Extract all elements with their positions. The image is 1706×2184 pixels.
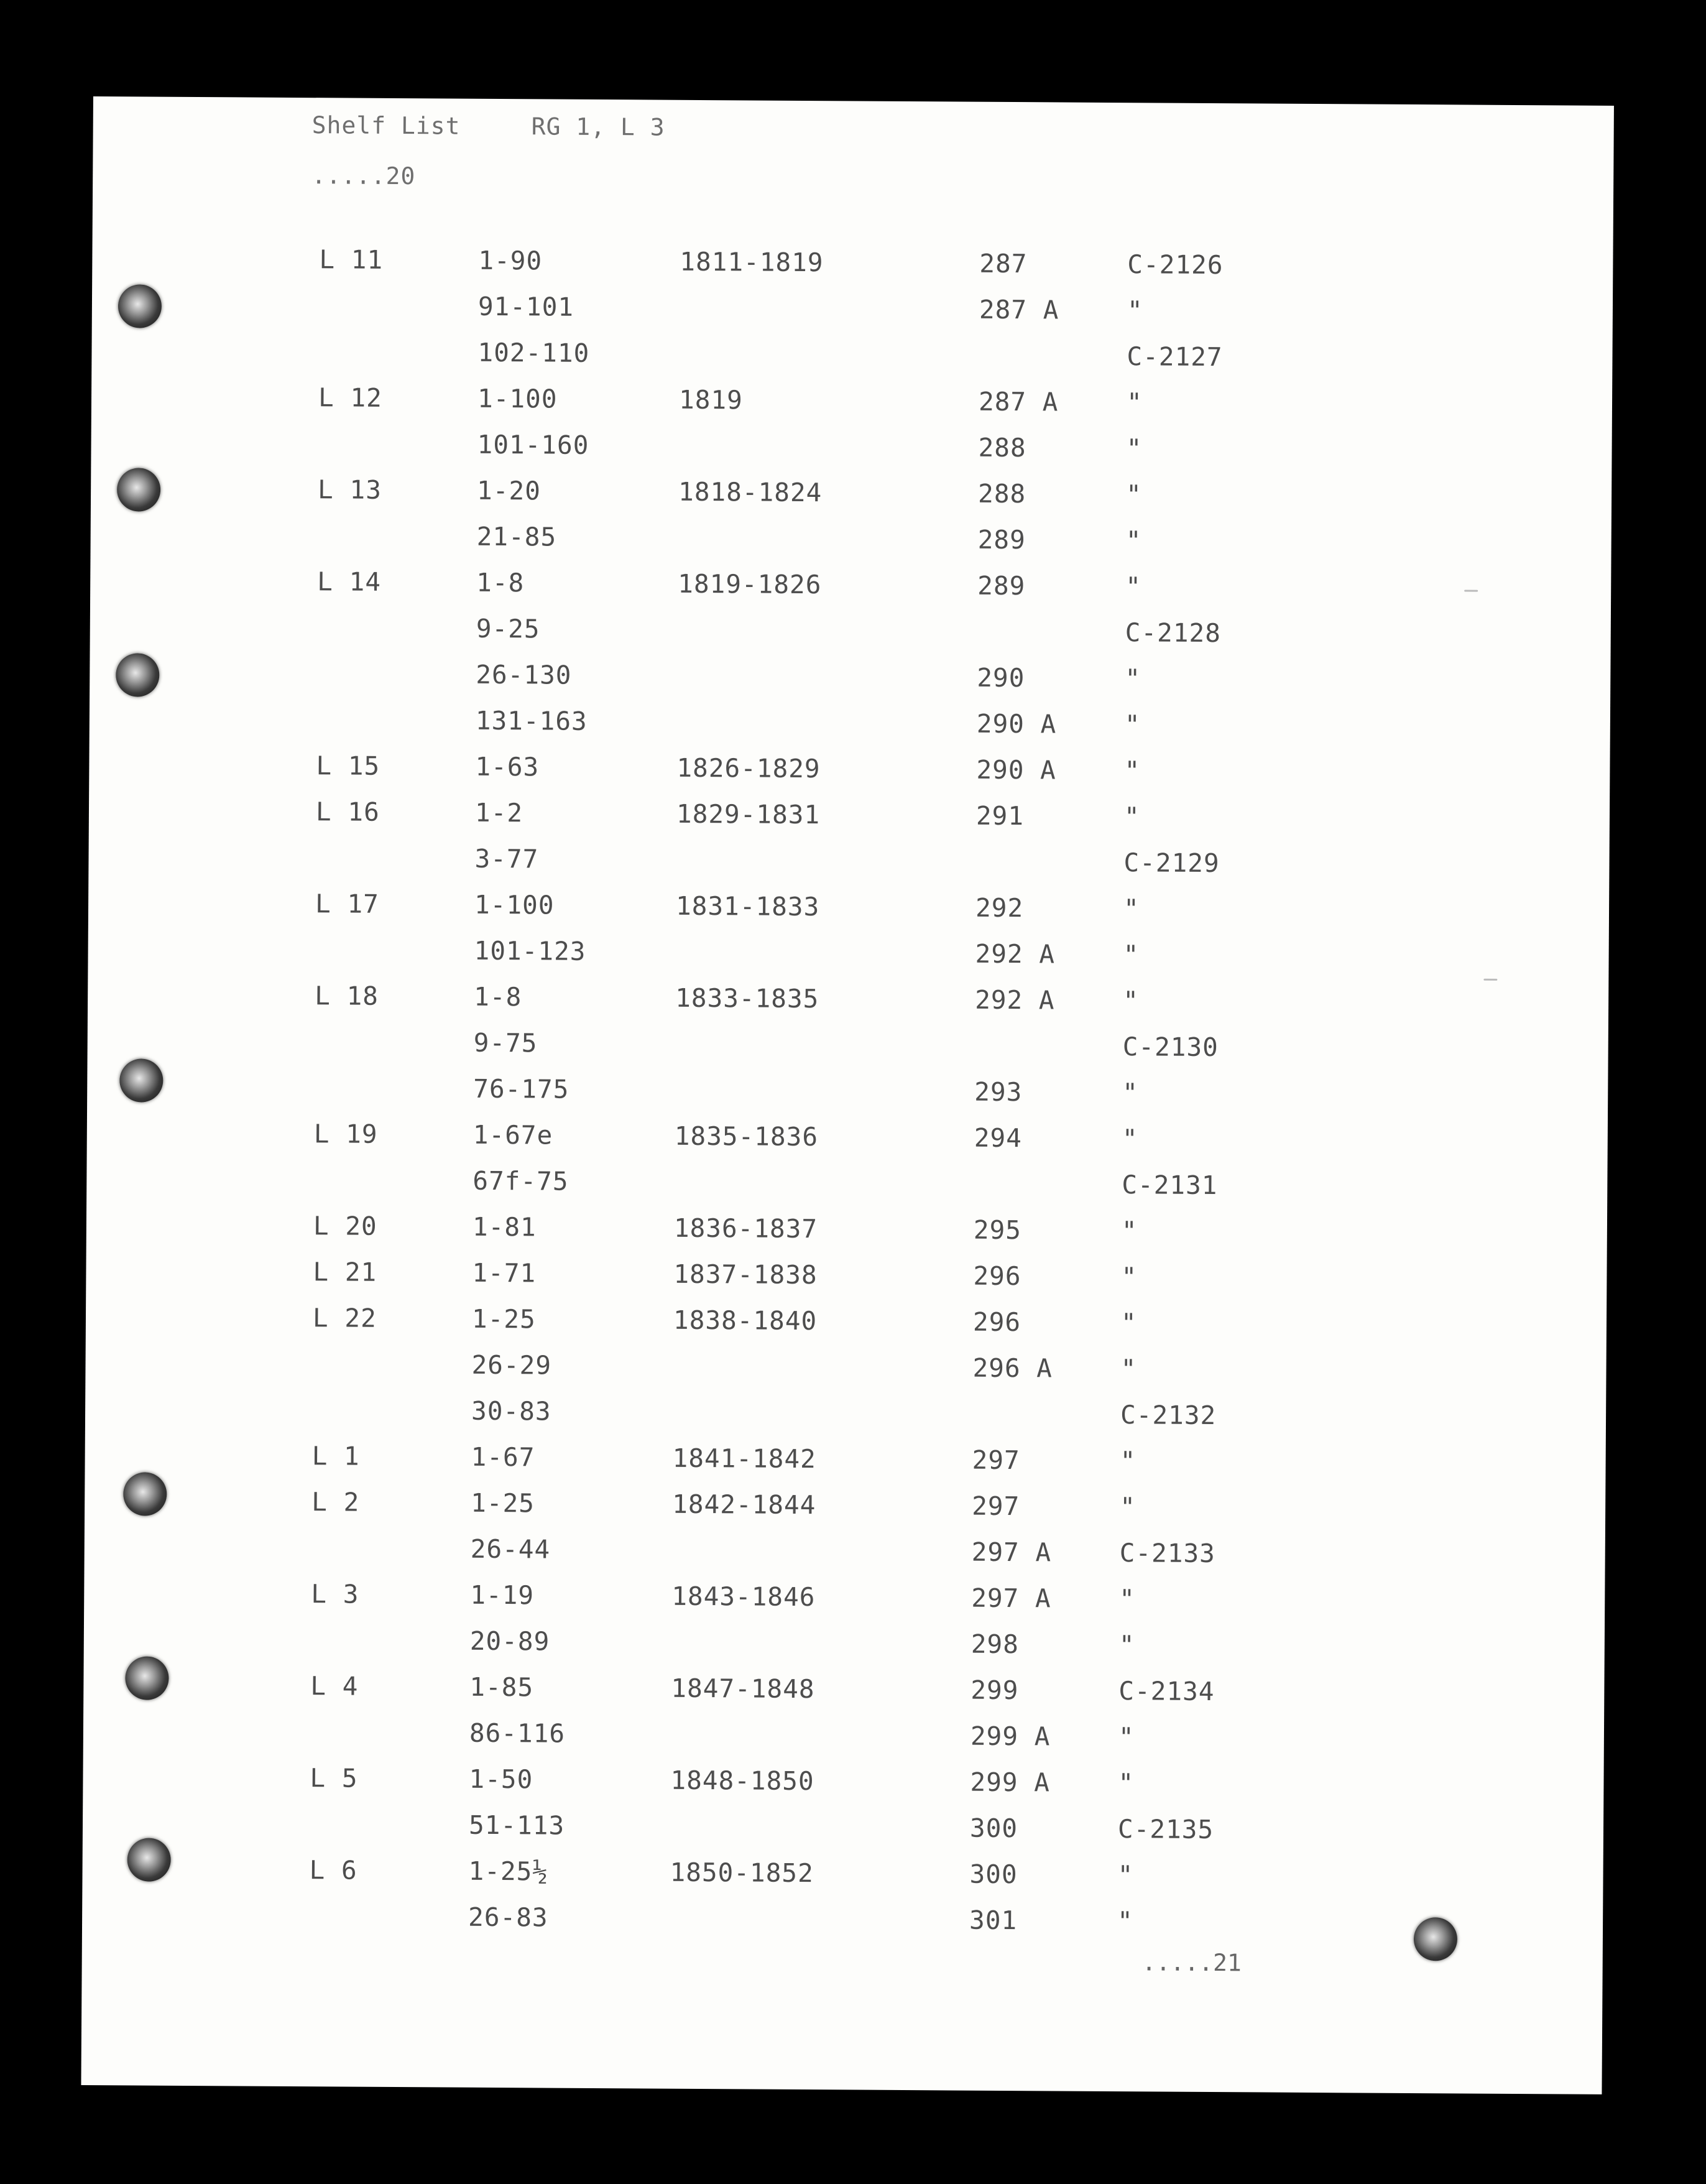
pages-cell: 1-8 xyxy=(474,981,522,1012)
dates-cell: 1842-1844 xyxy=(672,1489,816,1520)
container-cell: " xyxy=(1118,1722,1135,1752)
letter-book-cell: L 17 xyxy=(315,889,379,919)
box-cell: 300 xyxy=(969,1813,1018,1844)
container-cell: C-2130 xyxy=(1122,1032,1219,1063)
punch-hole xyxy=(125,1656,168,1700)
container-cell: C-2128 xyxy=(1125,618,1222,649)
pages-cell: 86-116 xyxy=(469,1718,566,1749)
pages-cell: 1-63 xyxy=(475,751,540,782)
box-cell: 299 A xyxy=(970,1721,1051,1752)
pages-cell: 26-130 xyxy=(476,659,572,690)
pages-cell: 1-25½ xyxy=(468,1856,549,1887)
letter-book-cell: L 6 xyxy=(309,1855,357,1886)
pages-cell: 1-20 xyxy=(476,475,542,506)
pages-cell: 1-67e xyxy=(473,1119,553,1150)
dates-cell: 1835-1836 xyxy=(674,1121,819,1152)
pages-cell: 1-25 xyxy=(471,1303,536,1335)
box-cell: 300 xyxy=(969,1859,1018,1890)
box-cell: 298 xyxy=(971,1629,1020,1660)
pages-cell: 1-85 xyxy=(469,1672,534,1703)
pages-cell: 1-100 xyxy=(477,383,558,414)
dates-cell: 1833-1835 xyxy=(675,983,819,1014)
box-cell: 299 xyxy=(971,1675,1019,1706)
container-cell: " xyxy=(1118,1768,1135,1798)
box-cell: 288 xyxy=(977,478,1026,509)
pages-cell: 1-25 xyxy=(471,1488,535,1519)
punch-hole xyxy=(118,284,162,328)
box-cell: 289 xyxy=(977,524,1026,555)
box-cell: 295 xyxy=(973,1215,1022,1246)
pages-cell: 30-83 xyxy=(471,1395,551,1427)
pages-cell: 1-2 xyxy=(474,797,523,828)
pages-cell: 20-89 xyxy=(469,1626,550,1657)
letter-book-cell: L 15 xyxy=(316,751,380,781)
container-cell: " xyxy=(1120,1492,1137,1522)
container-cell: " xyxy=(1120,1354,1137,1384)
dates-cell: 1843-1846 xyxy=(671,1581,816,1613)
box-cell: 287 A xyxy=(979,294,1059,325)
container-cell: " xyxy=(1126,433,1143,464)
container-cell: " xyxy=(1121,1216,1138,1246)
box-cell: 297 xyxy=(972,1491,1020,1522)
pages-cell: 1-19 xyxy=(470,1580,535,1611)
letter-book-cell: L 20 xyxy=(313,1211,377,1241)
container-cell: " xyxy=(1123,940,1140,970)
pages-cell: 9-25 xyxy=(476,613,540,644)
dates-cell: 1818-1824 xyxy=(678,476,823,508)
container-cell: C-2129 xyxy=(1123,848,1220,879)
pages-cell: 1-8 xyxy=(476,567,525,598)
container-cell: " xyxy=(1124,710,1141,740)
dates-cell: 1841-1842 xyxy=(672,1443,816,1474)
dates-cell: 1850-1852 xyxy=(670,1857,814,1889)
pages-cell: 1-90 xyxy=(478,245,543,276)
letter-book-cell: L 18 xyxy=(315,981,379,1011)
box-cell: 294 xyxy=(974,1122,1023,1154)
punch-hole xyxy=(116,653,159,696)
container-cell: " xyxy=(1122,1124,1138,1154)
dates-cell: 1837-1838 xyxy=(673,1259,818,1290)
dates-cell: 1826-1829 xyxy=(676,752,821,784)
box-cell: 290 xyxy=(977,662,1025,693)
pages-cell: 101-160 xyxy=(477,429,589,460)
punch-hole xyxy=(117,468,160,511)
letter-book-cell: L 14 xyxy=(317,567,382,597)
continued-from-page: .....20 xyxy=(311,162,416,190)
margin-mark xyxy=(1464,590,1478,591)
container-cell: C-2127 xyxy=(1127,341,1223,372)
pages-cell: 1-81 xyxy=(472,1211,537,1242)
letter-book-cell: L 11 xyxy=(319,244,384,275)
pages-cell: 76-175 xyxy=(473,1073,569,1104)
box-cell: 287 xyxy=(979,248,1028,279)
pages-cell: 1-71 xyxy=(472,1257,537,1289)
shelf-list-title: Shelf List xyxy=(311,111,461,140)
container-cell: " xyxy=(1117,1860,1134,1890)
container-cell: C-2126 xyxy=(1127,249,1224,280)
letter-book-cell: L 1 xyxy=(311,1441,360,1471)
box-cell: 296 xyxy=(972,1307,1021,1338)
pages-cell: 91-101 xyxy=(477,291,574,322)
box-cell: 292 xyxy=(975,892,1024,923)
letter-book-cell: L 21 xyxy=(313,1257,377,1287)
continued-on-page: .....21 xyxy=(1141,1948,1242,1977)
container-cell: C-2131 xyxy=(1122,1170,1218,1201)
box-cell: 292 A xyxy=(975,938,1056,969)
pages-cell: 51-113 xyxy=(468,1810,565,1841)
container-cell: C-2133 xyxy=(1119,1538,1215,1569)
dates-cell: 1836-1837 xyxy=(673,1213,818,1244)
container-cell: C-2132 xyxy=(1120,1400,1217,1431)
dates-cell: 1819 xyxy=(678,384,743,415)
container-cell: " xyxy=(1123,986,1139,1016)
box-cell: 296 A xyxy=(972,1353,1053,1384)
letter-book-cell: L 19 xyxy=(313,1119,378,1149)
box-cell: 293 xyxy=(974,1076,1023,1108)
container-cell: " xyxy=(1121,1262,1138,1292)
pages-cell: 1-67 xyxy=(471,1441,535,1473)
container-cell: " xyxy=(1123,894,1140,924)
pages-cell: 1-50 xyxy=(469,1764,533,1795)
letter-book-cell: L 22 xyxy=(312,1303,377,1333)
box-cell: 289 xyxy=(977,570,1026,601)
dates-cell: 1819-1826 xyxy=(678,568,822,600)
dates-cell: 1811-1819 xyxy=(680,246,824,278)
letter-book-cell: L 16 xyxy=(315,797,380,827)
container-cell: C-2135 xyxy=(1117,1814,1214,1845)
container-cell: " xyxy=(1118,1630,1135,1660)
punch-hole xyxy=(127,1838,170,1881)
punch-hole xyxy=(1414,1917,1457,1961)
letter-book-cell: L 4 xyxy=(310,1671,359,1701)
container-cell: " xyxy=(1125,479,1142,510)
box-cell: 296 xyxy=(973,1261,1021,1292)
pages-cell: 9-75 xyxy=(473,1027,538,1058)
letter-book-cell: L 12 xyxy=(318,382,382,413)
dates-cell: 1831-1833 xyxy=(675,891,820,922)
letter-book-cell: L 3 xyxy=(311,1579,359,1609)
box-cell: 297 A xyxy=(971,1583,1051,1614)
pages-cell: 3-77 xyxy=(474,843,539,874)
container-cell: " xyxy=(1123,802,1140,832)
container-cell: " xyxy=(1125,525,1142,556)
container-cell: " xyxy=(1122,1078,1139,1108)
box-cell: 299 A xyxy=(970,1767,1051,1798)
box-cell: 290 A xyxy=(976,754,1056,785)
letter-book-cell: L 2 xyxy=(311,1487,360,1517)
dates-cell: 1847-1848 xyxy=(671,1673,815,1705)
container-cell: " xyxy=(1120,1308,1137,1338)
pages-cell: 101-123 xyxy=(474,935,586,966)
box-cell: 297 xyxy=(972,1445,1020,1476)
pages-cell: 1-100 xyxy=(474,889,555,920)
pages-cell: 131-163 xyxy=(475,705,588,736)
box-cell: 291 xyxy=(975,800,1025,831)
dates-cell: 1829-1831 xyxy=(676,798,821,830)
document-page xyxy=(81,96,1613,2094)
pages-cell: 67f-75 xyxy=(473,1165,569,1196)
margin-mark xyxy=(1483,979,1497,981)
punch-hole xyxy=(123,1472,167,1515)
container-cell: " xyxy=(1125,571,1142,602)
record-group-label: RG 1, L 3 xyxy=(531,113,665,141)
container-cell: " xyxy=(1120,1446,1137,1476)
container-cell: " xyxy=(1125,664,1141,694)
pages-cell: 26-44 xyxy=(470,1534,551,1565)
container-cell: " xyxy=(1119,1584,1136,1614)
box-cell: 288 xyxy=(978,432,1026,463)
pages-cell: 21-85 xyxy=(476,521,557,552)
container-cell: " xyxy=(1124,756,1141,786)
box-cell: 301 xyxy=(969,1905,1018,1936)
container-cell: " xyxy=(1127,295,1143,326)
pages-cell: 26-83 xyxy=(468,1902,548,1933)
punch-hole xyxy=(119,1058,163,1102)
letter-book-cell: L 13 xyxy=(317,474,382,505)
box-cell: 292 A xyxy=(975,984,1055,1016)
letter-book-cell: L 5 xyxy=(310,1763,358,1793)
dates-cell: 1848-1850 xyxy=(670,1765,814,1797)
container-cell: " xyxy=(1126,387,1143,418)
dates-cell: 1838-1840 xyxy=(673,1305,818,1336)
container-cell: C-2134 xyxy=(1118,1676,1215,1707)
box-cell: 287 A xyxy=(978,386,1059,417)
pages-cell: 102-110 xyxy=(477,337,590,368)
container-cell: " xyxy=(1117,1906,1133,1936)
box-cell: 297 A xyxy=(971,1537,1052,1568)
pages-cell: 26-29 xyxy=(471,1349,552,1381)
box-cell: 290 A xyxy=(976,708,1057,739)
